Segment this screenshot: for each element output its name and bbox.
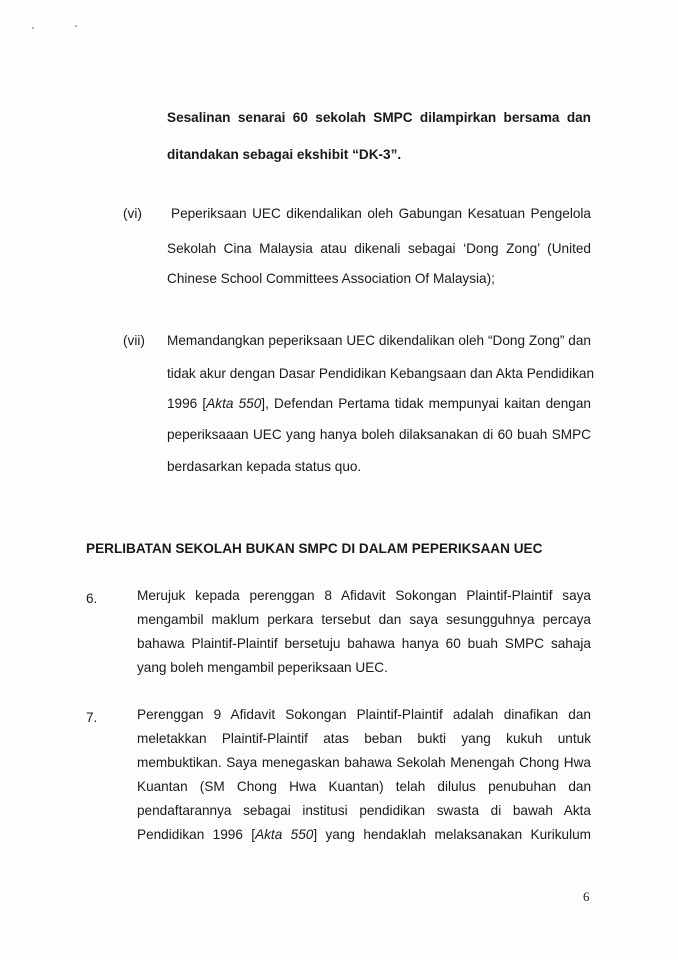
text-fragment: ] yang hendaklah melaksanakan Kurikulum (313, 827, 591, 842)
list-item-line-3 (167, 396, 591, 412)
scan-speck (32, 27, 34, 29)
paragraph-line-1: Merujuk kepada perenggan 8 Afidavit Sokongan Plaintif-Plaintif saya (137, 588, 591, 603)
continuation-line-1: Sesalinan senarai 60 sekolah SMPC dilampirkan bersama dan (167, 110, 591, 125)
list-item-line-3: Chinese School Committees Association Of Malaysia); (167, 271, 495, 286)
paragraph-line-5: pendaftarannya sebagai institusi pendidikan swasta di bawah Akta (137, 803, 591, 818)
list-item-line-5: berdasarkan kepada status quo. (167, 459, 362, 474)
act-citation: Akta 550 (255, 827, 314, 842)
continuation-line-2: ditandakan sebagai ekshibit “DK-3”. (167, 147, 402, 162)
paragraph-line-3: bahawa Plaintif-Plaintif bersetuju bahawa hanya 60 buah SMPC sahaja (137, 636, 591, 651)
text-fragment: Pendidikan 1996 [ (137, 827, 256, 842)
paragraph-number: 7. (86, 710, 98, 725)
paragraph-line-6 (137, 827, 591, 843)
paragraph-line-1: Perenggan 9 Afidavit Sokongan Plaintif-Plaintif adalah dinafikan dan (137, 707, 591, 722)
list-item-line-4: peperiksaaan UEC yang hanya boleh dilaksanakan di 60 buah SMPC (167, 427, 591, 442)
paragraph-line-4: Kuantan (SM Chong Hwa Kuantan) telah dilulus penubuhan dan (137, 779, 591, 794)
paragraph-line-2: meletakkan Plaintif-Plaintif atas beban bukti yang kukuh untuk (137, 731, 591, 746)
section-heading: PERLIBATAN SEKOLAH BUKAN SMPC DI DALAM PEPERIKSAAN UEC (86, 541, 543, 556)
text-fragment: 1996 [ (167, 396, 207, 411)
list-item-line-1: Peperiksaan UEC dikendalikan oleh Gabungan Kesatuan Pengelola (171, 206, 591, 221)
paragraph-line-4: yang boleh mengambil peperiksaan UEC. (137, 660, 388, 675)
act-citation: Akta 550 (206, 396, 262, 411)
list-item-line-2: Sekolah Cina Malaysia atau dikenali sebagai ‘Dong Zong’ (United (167, 241, 591, 256)
paragraph-number: 6. (86, 591, 98, 606)
list-item-label: (vi) (123, 206, 142, 221)
list-item-label: (vii) (123, 333, 145, 348)
paragraph-line-3: membuktikan. Saya menegaskan bahawa Sekolah Menengah Chong Hwa (137, 755, 591, 770)
list-item-line-2: tidak akur dengan Dasar Pendidikan Kebangsaan dan Akta Pendidikan (167, 366, 595, 381)
paragraph-line-2: mengambil maklum perkara tersebut dan saya sesungguhnya percaya (137, 612, 591, 627)
text-fragment: ], Defendan Pertama tidak mempunyai kaitan dengan (261, 396, 591, 411)
list-item-line-1: Memandangkan peperiksaan UEC dikendalikan oleh “Dong Zong” dan (167, 333, 591, 348)
scan-speck (75, 25, 77, 27)
page-number: 6 (583, 889, 590, 904)
